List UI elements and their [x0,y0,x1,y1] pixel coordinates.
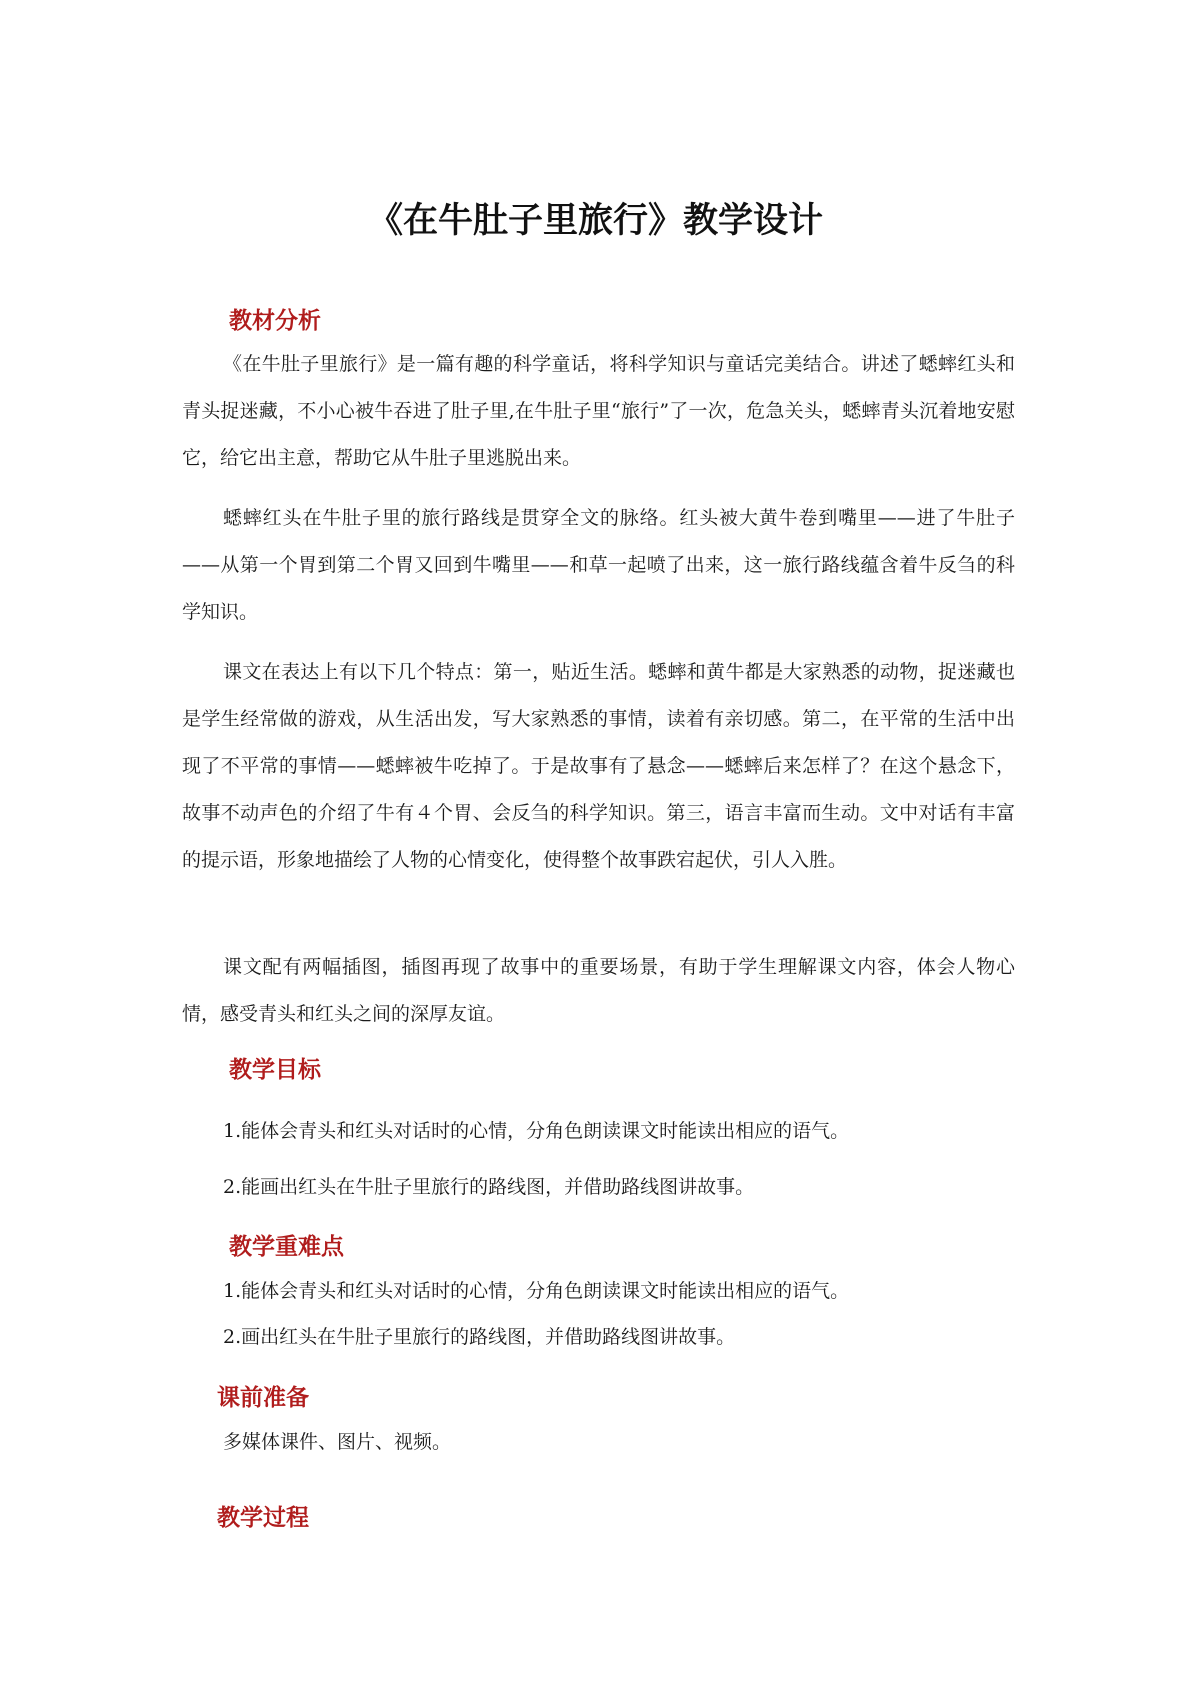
paragraph-route: 蟋蟀红头在牛肚子里的旅行路线是贯穿全文的脉络。红头被大黄牛卷到嘴里——进了牛肚子——从第一个胃到第二个胃又回到牛嘴里——和草一起喷了出来，这一旅行路线蕴含着牛反刍的科学知识。 [182,507,1015,623]
document-title: 《在牛肚子里旅行》教学设计 [367,201,823,241]
paragraph-features: 课文在表达上有以下几个特点：第一，贴近生活。蟋蟀和黄牛都是大家熟悉的动物，捉迷藏也是学生经常做的游戏，从生活出发，写大家熟悉的事情，读着有亲切感。第二，在平常的生活中出现了不平常的事情——蟋蟀被牛吃掉了。于是故事有了悬念——蟋蟀后来怎样了？在这个悬念下，故事不动声色的介绍了牛有４个胃、会反刍的科学知识。第三，语言丰富而生动。文中对话有丰富的提示语，形象地描绘了人物的心情变化，使得整个故事跌宕起伏，引人入胜。 [182,661,1015,871]
paragraph-intro: 《在牛肚子里旅行》是一篇有趣的科学童话，将科学知识与童话完美结合。讲述了蟋蟀红头和青头捉迷藏，不小心被牛吞进了肚子里,在牛肚子里“旅行”了一次，危急关头，蟋蟀青头沉着地安慰它，给它出主意，帮助它从牛肚子里逃脱出来。 [182,353,1015,469]
section-heading-process: 教学过程 [217,1505,309,1531]
section-heading-teaching-goals: 教学目标 [229,1057,321,1083]
key-point-item-2: 2.画出红头在牛肚子里旅行的路线图，并借助路线图讲故事。 [223,1326,736,1348]
teaching-goal-item-2: 2.能画出红头在牛肚子里旅行的路线图，并借助路线图讲故事。 [223,1176,755,1198]
teaching-goal-item-1: 1.能体会青头和红头对话时的心情，分角色朗读课文时能读出相应的语气。 [223,1120,850,1142]
section-heading-preparation: 课前准备 [217,1385,309,1411]
section-heading-key-points: 教学重难点 [229,1234,344,1260]
preparation-text: 多媒体课件、图片、视频。 [223,1431,452,1453]
section-heading-material-analysis: 教材分析 [229,308,321,334]
paragraph-illustrations: 课文配有两幅插图，插图再现了故事中的重要场景，有助于学生理解课文内容，体会人物心情，感受青头和红头之间的深厚友谊。 [182,956,1015,1025]
key-point-item-1: 1.能体会青头和红头对话时的心情，分角色朗读课文时能读出相应的语气。 [223,1280,850,1302]
